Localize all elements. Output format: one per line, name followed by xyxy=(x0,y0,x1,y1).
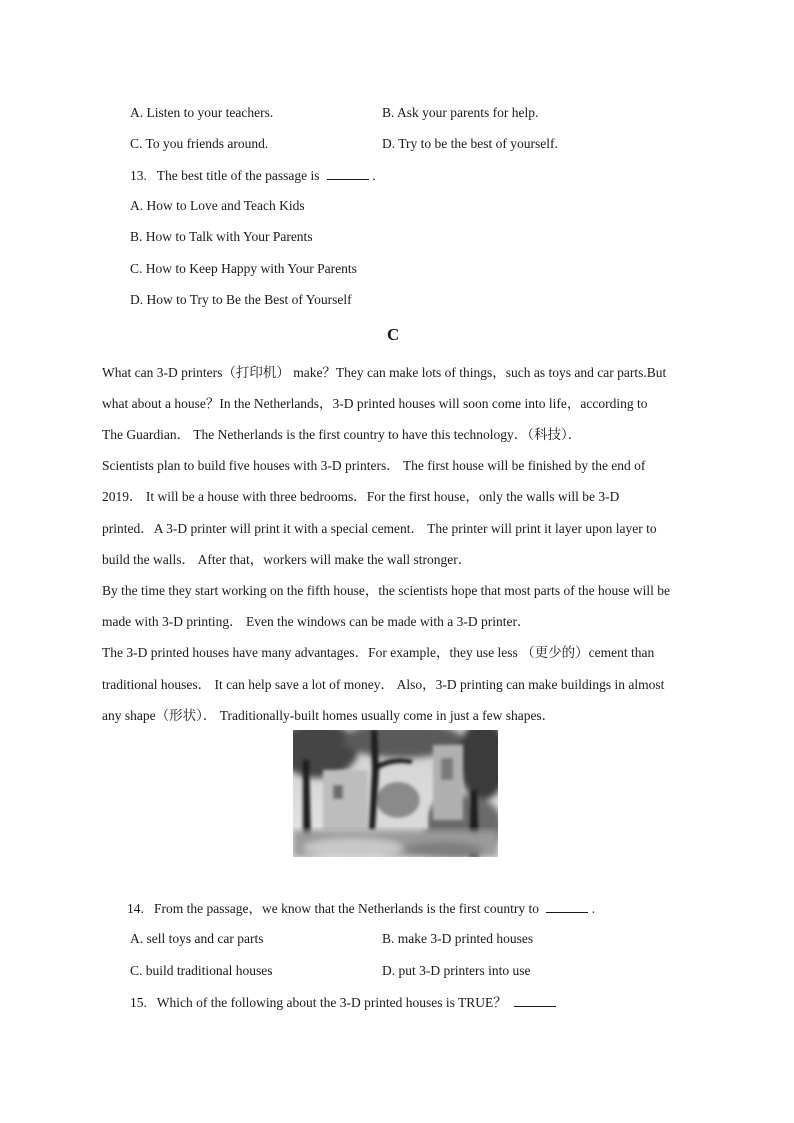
q13-question xyxy=(130,166,376,185)
q14-answer-blank xyxy=(546,899,588,913)
passage-line: 2019． It will be a house with three bedrooms．For the first house，only the walls will be 3-D xyxy=(102,489,620,504)
q12-option-b: B. Ask your parents for help. xyxy=(382,105,539,120)
passage-line: made with 3-D printing． Even the windows can be made with a 3-D printer． xyxy=(102,614,531,629)
q13-option-b: B. How to Talk with Your Parents xyxy=(130,229,313,244)
passage-line: build the walls． After that，workers will make the wall stronger． xyxy=(102,552,472,567)
passage-line: any shape（形状）． Traditionally-built homes usually come in just a few shapes． xyxy=(102,708,556,723)
q13-option-d: D. How to Try to Be the Best of Yourself xyxy=(130,292,352,307)
passage-line: traditional houses． It can help save a lot of money． Also，3-D printing can make buildings in almost xyxy=(102,677,665,692)
passage-line: What can 3-D printers（打印机） make？They can make lots of things，such as toys and car parts.But xyxy=(102,365,667,380)
passage-line: what about a house？In the Netherlands，3-D printed houses will soon come into life，according to xyxy=(102,396,648,411)
q13-answer-blank xyxy=(327,166,369,180)
q14-end: . xyxy=(591,901,596,916)
passage-line: The 3-D printed houses have many advantages．For example，they use less （更少的）cement than xyxy=(102,645,655,660)
q13-option-a: A. How to Love and Teach Kids xyxy=(130,198,305,213)
q15-number: 15. xyxy=(130,995,147,1010)
passage-line: By the time they start working on the fifth house，the scientists hope that most parts of the house will be xyxy=(102,583,671,598)
q14-option-b: B. make 3-D printed houses xyxy=(382,931,534,946)
q14-question xyxy=(127,899,595,918)
house-photo xyxy=(293,730,498,857)
q15-stem: Which of the following about the 3-D printed houses is TRUE？ xyxy=(156,995,507,1010)
q14-option-d: D. put 3-D printers into use xyxy=(382,963,531,978)
q13-end: . xyxy=(372,168,376,183)
q14-option-c: C. build traditional houses xyxy=(130,963,273,978)
q15-question xyxy=(130,993,556,1012)
passage-line: Scientists plan to build five houses with 3-D printers． The first house will be finished by the end of xyxy=(102,458,646,473)
q14-number: 14. xyxy=(127,901,144,916)
q12-option-c: C. To you friends around. xyxy=(130,136,269,151)
q15-answer-blank xyxy=(514,993,556,1007)
q13-number: 13. xyxy=(130,168,147,183)
q12-option-d: D. Try to be the best of yourself. xyxy=(382,136,558,151)
q13-stem: The best title of the passage is xyxy=(156,168,320,183)
q14-option-a: A. sell toys and car parts xyxy=(130,931,264,946)
q13-option-c: C. How to Keep Happy with Your Parents xyxy=(130,261,357,276)
section-heading: C xyxy=(387,325,400,344)
passage-line: printed．A 3-D printer will print it with a special cement． The printer will print it layer upon layer to xyxy=(102,521,657,536)
q14-stem: From the passage，we know that the Netherlands is the first country to xyxy=(154,901,540,916)
q12-option-a: A. Listen to your teachers. xyxy=(130,105,274,120)
passage-line: The Guardian． The Netherlands is the first country to have this technology．（科技）． xyxy=(102,427,582,442)
